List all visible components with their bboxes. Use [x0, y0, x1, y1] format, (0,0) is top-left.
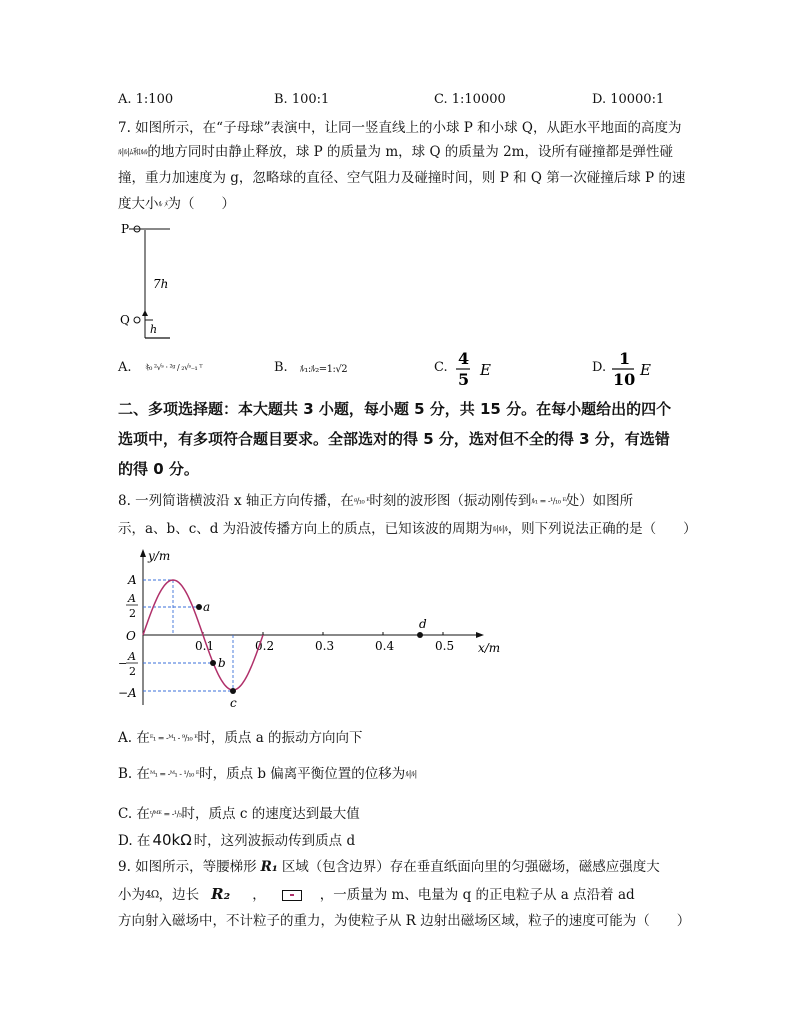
q8-line-1 — [118, 492, 633, 511]
x-tick-label: 0.4 — [375, 639, 395, 653]
q8-line-2 — [118, 520, 697, 539]
q7-garbled-formula-2: ﾙ ﾒ — [158, 199, 168, 209]
q8-line-2-tail: ，则下列说法正确的是（ ） — [507, 521, 697, 537]
q7-option-b-formula: ﾙ₁:ﾙ₂=1:√2 — [299, 364, 348, 375]
section-2-line-1: 二、多项选择题：本大题共 3 小题，每小题 5 分，共 15 分。在每小题给出的四个 — [118, 400, 672, 418]
fraction-d-den: 10 — [613, 370, 636, 388]
q8-option-c-pre: C. 在 — [118, 806, 150, 822]
point-b — [210, 660, 216, 666]
y-tick-neg-halfA-den: 2 — [129, 665, 136, 678]
fraction-c-num: 4 — [458, 349, 470, 368]
q8-garbled-formula-2: ﾙ₁ = -¹/₁₀ ᴱ — [531, 496, 566, 506]
q8-garbled-formula-1: ᵍ/₁₀ ᴱ — [353, 496, 370, 506]
point-b-label: b — [218, 656, 226, 670]
q7-line-3: 撞，重力加速度为 g，忽略球的直径、空气阻力及碰撞时间，则 P 和 Q 第一次碰撞后球 P 的速 — [118, 170, 686, 186]
section-2-line-2: 选项中，有多项符合题目要求。全部选对的得 5 分，选对但不全的得 3 分，有选错 — [118, 430, 670, 448]
y-tick-halfA-den: 2 — [129, 607, 136, 620]
q8-option-b-pre: B. 在 — [118, 766, 151, 782]
q9-side-symbol: R₂ — [211, 885, 231, 903]
q8-line-2-text: 示，a、b、c、d 为沿波传播方向上的质点，已知该波的周期为 — [118, 521, 493, 537]
y-tick-neg-sign-1: − — [118, 657, 128, 670]
y-tick-negA: −A — [118, 686, 137, 700]
q8-option-c-formula: ᵗ/ᴹᴱ = -¹/₅ — [149, 809, 182, 819]
fraction-c-den: 5 — [458, 370, 470, 388]
q7-option-d — [592, 360, 606, 375]
q8-option-a — [118, 729, 363, 748]
point-c — [230, 688, 236, 694]
q9-comma: ， — [252, 887, 266, 903]
q8-option-d-post: 时，这列波振动传到质点 d — [193, 833, 356, 849]
q9-line-3: 方向射入磁场中，不计粒子的重力，为使粒子从 R 边射出磁场区域，粒子的速度可能为（ ） — [118, 913, 691, 929]
q7-option-a-label: A. — [118, 360, 132, 375]
q7-option-c-label: C. — [434, 360, 448, 375]
q9-line-2 — [118, 885, 635, 905]
label-q: Q — [120, 313, 130, 327]
q8-option-b-formula: ᴹ₁ = -ᴹ₁ - ¹/₁₀ ᴱ — [150, 769, 200, 779]
point-c-label: c — [230, 696, 237, 710]
y-axis-arrow — [140, 549, 146, 557]
label-h: h — [150, 323, 158, 336]
q8-option-c-post: 时，质点 c 的速度达到最大值 — [181, 806, 360, 822]
q8-line-1-mid: 时刻的波形图（振动刚传到 — [369, 493, 532, 509]
x-axis-label: x/m — [478, 641, 501, 655]
q7-options — [118, 356, 678, 384]
q7-line-4 — [118, 195, 235, 214]
y-axis-label: y/m — [148, 549, 171, 563]
q8-wave-chart — [110, 545, 510, 715]
q9-line-1 — [118, 858, 660, 876]
fraction-d-num: 1 — [619, 349, 631, 368]
fraction-d-var: E — [640, 361, 651, 379]
q7-option-c — [434, 360, 448, 375]
ball-q — [134, 317, 140, 323]
x-tick-label: 0.3 — [315, 639, 335, 653]
q8-option-d-pre: D. 在 — [118, 833, 151, 849]
point-a-label: a — [203, 600, 211, 614]
q9-line-2-mid: ，边长 — [158, 887, 200, 903]
q8-option-b-mid: 时，质点 b 偏离平衡位置的位移为 — [199, 766, 406, 782]
label-7h: 7h — [153, 277, 169, 291]
q9-line-1-tail: 区域（包含边界）存在垂直纸面向里的匀强磁场，磁感应强度大 — [281, 859, 660, 875]
q8-garbled-formula-3: ﾙ|ﾙ|ﾙ — [492, 524, 508, 534]
q7-line-2-text: 的地方同时由静止释放，球 P 的质量为 m，球 Q 的质量为 2m，设所有碰撞都是弹性碰 — [147, 144, 673, 160]
q7-garbled-formula-1: ﾙ|ﾙ|ﾑ和ﾙﾙ — [118, 147, 148, 157]
q8-option-d — [118, 831, 355, 850]
q8-option-a-post: 时，质点 a 的振动方向向下 — [197, 730, 363, 746]
q7-option-a — [118, 360, 202, 375]
q8-line-1-text: 8. 一列简谐横波沿 x 轴正方向传播，在 — [118, 493, 354, 509]
q6-option-d: D. 10000:1 — [592, 92, 665, 107]
point-d — [417, 632, 423, 638]
q7-line-4-text: 度大小 — [118, 196, 159, 212]
q7-option-d-label: D. — [592, 360, 607, 375]
q6-option-b: B. 100:1 — [274, 92, 330, 107]
q8-option-a-formula: ᴱ₁ = -ᴹ₁ - ⁹/₁₀ ᴱ — [149, 733, 198, 743]
q9-line-1-text: 9. 如图所示，等腰梯形 — [118, 859, 257, 875]
q9-region-symbol: R₁ — [260, 859, 278, 875]
q7-option-a-formula: ｷ₀ ²√ˢ · ²ᵍ / ₂√ˢ₋₁ ᵀ — [145, 363, 203, 372]
q8-option-a-pre: A. 在 — [118, 730, 150, 746]
q8-option-b — [118, 765, 417, 784]
q8-line-1-tail: 处）如图所 — [565, 493, 634, 509]
q7-option-d-fraction — [608, 348, 668, 388]
x-tick-label: 0.5 — [435, 639, 455, 653]
y-tick-halfA-num: A — [128, 592, 136, 605]
y-tick-neg-halfA-num: A — [128, 650, 136, 663]
section-2-line-3: 的得 0 分。 — [118, 460, 199, 478]
q9-line-2-text: 小为 — [118, 887, 145, 903]
q6-option-c: C. 1:10000 — [434, 92, 506, 107]
q7-figure — [115, 220, 185, 345]
q8-option-d-value: 40kΩ — [152, 831, 192, 849]
y-tick-A: A — [128, 573, 137, 587]
x-axis-arrow — [476, 632, 484, 638]
q7-line-2 — [118, 143, 673, 162]
q9-line-2-tail: ，一质量为 m、电量为 q 的正电粒子从 a 点沿着 ad — [319, 887, 635, 903]
x-tick-label: 0.2 — [255, 639, 275, 653]
q9-garbled-formula-1: 4Ω — [145, 889, 159, 901]
q7-option-b-label: B. — [274, 360, 288, 375]
point-d-label: d — [419, 617, 427, 631]
origin-label: O — [126, 629, 136, 643]
fraction-c-var: E — [480, 361, 491, 379]
q7-option-c-fraction — [450, 348, 510, 388]
q7-option-b — [274, 360, 347, 375]
q6-option-a: A. 1:100 — [118, 92, 174, 107]
q7-line-4-tail: 为（ ） — [167, 196, 236, 212]
label-p: P — [121, 222, 130, 236]
x-tick-label: 0.1 — [195, 639, 215, 653]
q8-option-c — [118, 805, 360, 824]
q7-line-1: 7. 如图所示，在“子母球”表演中，让同一竖直线上的小球 P 和小球 Q，从距水平地面的高度为 — [118, 120, 682, 136]
point-a — [196, 604, 202, 610]
q8-option-b-formula-2: ﾙ|ﾙ| — [405, 769, 417, 779]
q9-garbled-box-icon — [282, 890, 302, 901]
